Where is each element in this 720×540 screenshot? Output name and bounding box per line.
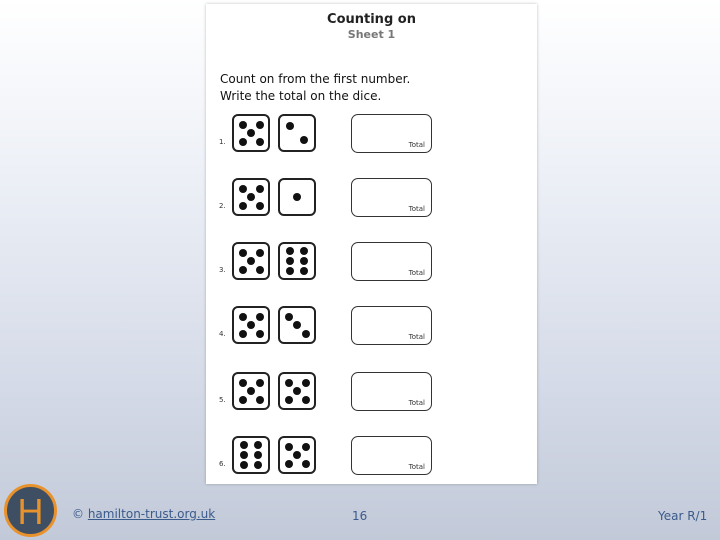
die-pip [300,257,308,265]
die-pip [285,379,293,387]
total-label: Total [408,141,425,149]
second-die [278,178,316,216]
die-pip [239,121,247,129]
hamilton-logo-icon [4,484,57,537]
die-pip [247,193,255,201]
die-pip [256,396,264,404]
second-die [278,242,316,280]
question-row [206,112,537,157]
first-die [232,178,270,216]
die-pip [254,441,262,449]
copyright [72,507,215,521]
copyright-symbol: © [72,507,84,521]
die-pip [239,202,247,210]
die-pip [286,247,294,255]
total-label: Total [408,333,425,341]
die-pip [239,138,247,146]
second-die [278,114,316,152]
die-pip [285,443,293,451]
die-pip [256,138,264,146]
die-pip [302,443,310,451]
die-pip [256,249,264,257]
total-answer-box[interactable] [351,242,432,281]
first-die [232,242,270,280]
die-pip [293,451,301,459]
die-pip [247,387,255,395]
first-die [232,436,270,474]
die-pip [293,321,301,329]
die-pip [247,321,255,329]
die-pip [302,396,310,404]
die-pip [239,313,247,321]
first-die [232,306,270,344]
question-number: 4. [219,330,226,338]
die-pip [256,185,264,193]
die-pip [302,460,310,468]
logo-letter: H [17,491,44,532]
question-number: 3. [219,266,226,274]
die-pip [293,387,301,395]
total-answer-box[interactable] [351,436,432,475]
question-row [206,240,537,285]
second-die [278,372,316,410]
question-row [206,304,537,349]
question-number: 6. [219,460,226,468]
die-pip [256,330,264,338]
die-pip [239,330,247,338]
die-pip [240,441,248,449]
total-label: Total [408,269,425,277]
total-answer-box[interactable] [351,178,432,217]
die-pip [286,267,294,275]
die-pip [254,451,262,459]
die-pip [286,257,294,265]
worksheet-title: Counting on [327,12,416,27]
question-row [206,176,537,221]
die-pip [256,379,264,387]
first-die [232,372,270,410]
instruction-line-2: Write the total on the dice. [220,89,382,103]
die-pip [240,451,248,459]
question-number: 1. [219,138,226,146]
die-pip [239,249,247,257]
die-pip [256,266,264,274]
second-die [278,306,316,344]
die-pip [239,379,247,387]
question-row [206,370,537,415]
die-pip [247,257,255,265]
die-pip [302,379,310,387]
total-answer-box[interactable] [351,372,432,411]
die-pip [240,461,248,469]
question-row [206,434,537,479]
question-number: 5. [219,396,226,404]
total-label: Total [408,399,425,407]
die-pip [256,313,264,321]
worksheet [206,4,537,484]
die-pip [285,396,293,404]
die-pip [247,129,255,137]
page-number: 16 [352,509,368,523]
die-pip [286,122,294,130]
die-pip [256,121,264,129]
total-label: Total [408,463,425,471]
die-pip [239,396,247,404]
die-pip [293,193,301,201]
worksheet-subtitle: Sheet 1 [347,28,396,41]
total-label: Total [408,205,425,213]
die-pip [300,247,308,255]
second-die [278,436,316,474]
question-number: 2. [219,202,226,210]
die-pip [239,266,247,274]
die-pip [302,330,310,338]
hamilton-trust-link[interactable]: hamilton-trust.org.uk [87,507,216,521]
total-answer-box[interactable] [351,306,432,345]
die-pip [239,185,247,193]
die-pip [300,267,308,275]
year-label: Year R/1 [658,509,708,523]
total-answer-box[interactable] [351,114,432,153]
die-pip [300,136,308,144]
die-pip [256,202,264,210]
die-pip [285,460,293,468]
die-pip [285,313,293,321]
instruction-line-1: Count on from the first number. [220,72,411,86]
first-die [232,114,270,152]
die-pip [254,461,262,469]
